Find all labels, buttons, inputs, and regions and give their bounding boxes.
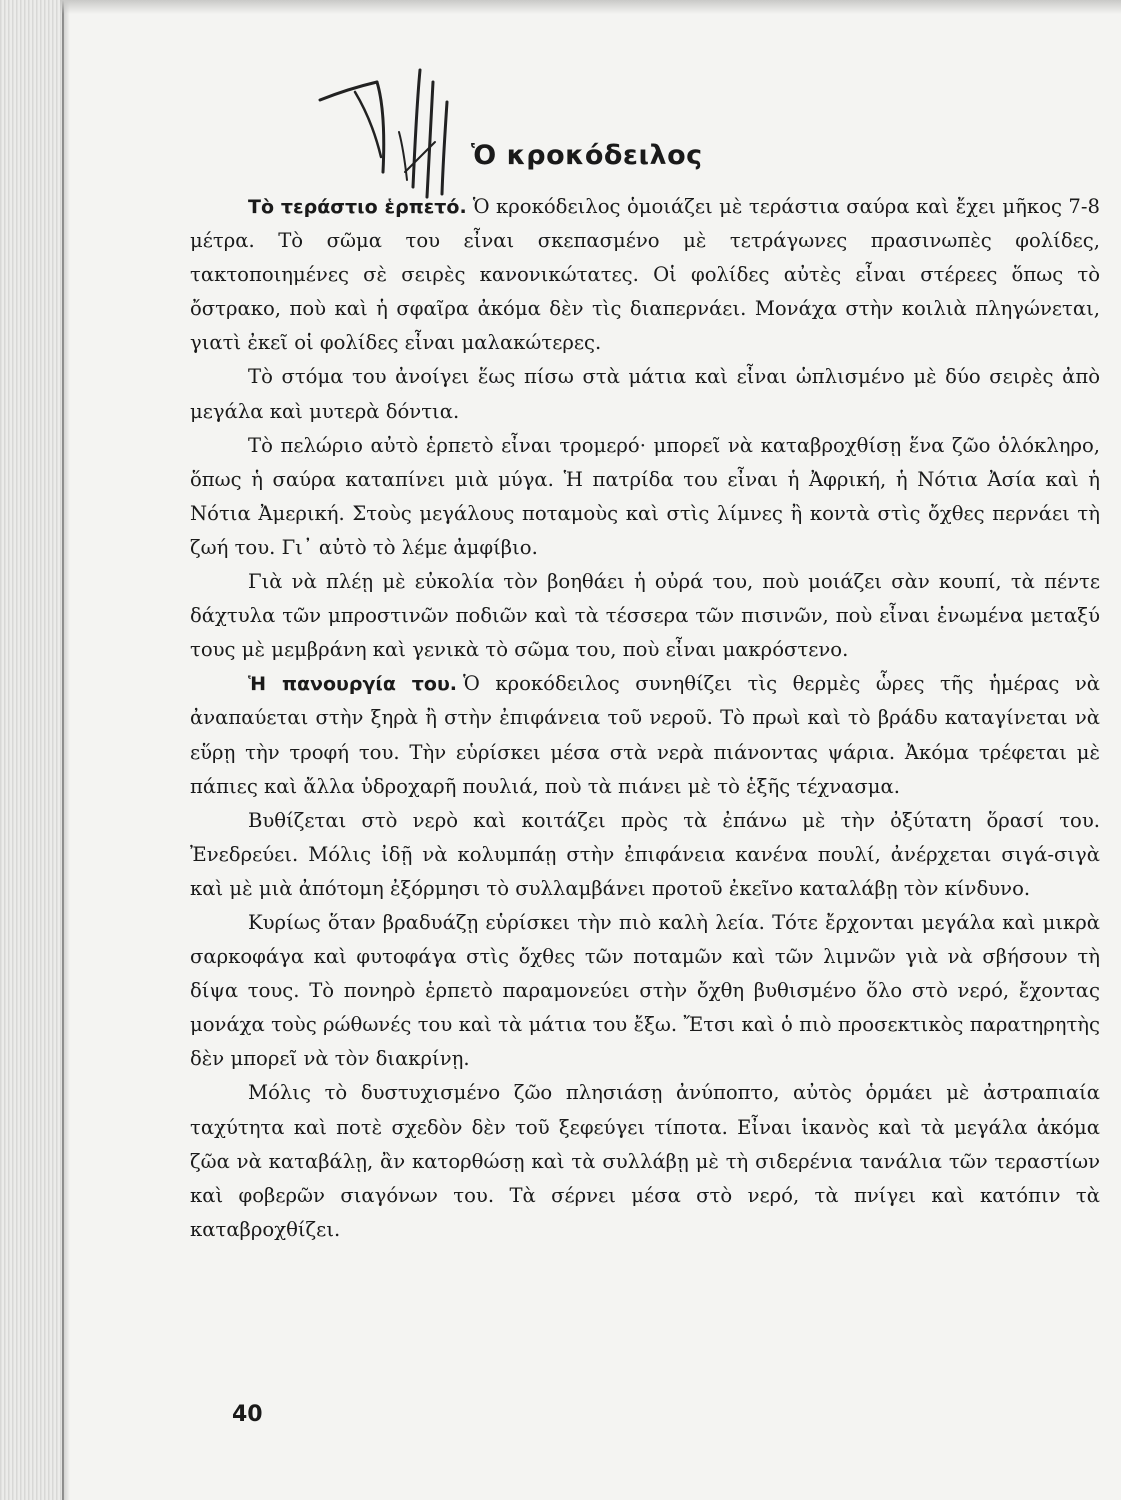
handwritten-mark <box>315 62 465 202</box>
page-number: 40 <box>232 1402 263 1427</box>
chapter-title: Ὁ κροκόδειλος <box>471 140 703 171</box>
paragraph: Ἡ πανουργία του. Ὁ κροκόδειλος συνηθίζει τὶς θερμὲς ὧρες τῆς ἡμέρας νὰ ἀναπαύεται στὴν ξηρὰ ἢ στὴν ἐπιφάνεια τοῦ νεροῦ. Τὸ πρωὶ καὶ τὸ βράδυ καταγίνεται νὰ εὕρῃ τὴν τροφή του. Τὴν εὑρίσκει μέσα στὰ νερὰ πιάνοντας ψάρια. Ἀκόμα τρέφεται μὲ πάπιες καὶ ἄλλα ὑδροχαρῆ πουλιά, ποὺ τὰ πιάνει μὲ τὸ ἑξῆς τέχνασμα. <box>190 672 1101 798</box>
body-text <box>190 190 1100 1247</box>
paragraph: Τὸ στόμα του ἀνοίγει ἕως πίσω στὰ μάτια καὶ εἶναι ὡπλισμένο μὲ δύο σειρὲς ἀπὸ μεγάλα καὶ μυτερὰ δόντια. <box>190 365 1100 423</box>
paragraph: Γιὰ νὰ πλέῃ μὲ εὐκολία τὸν βοηθάει ἡ οὐρά του, ποὺ μοιάζει σὰν κουπί, τὰ πέντε δάχτυλα τῶν μπροστινῶν ποδιῶν καὶ τὰ τέσσερα τῶν πισινῶν, ποὺ εἶναι ἑνωμένα μεταξύ τους μὲ μεμβράνη καὶ γενικὰ τὸ σῶμα του, ποὺ εἶναι μακρόστενο. <box>190 570 1100 662</box>
paragraph: Μόλις τὸ δυστυχισμένο ζῶο πλησιάσῃ ἀνύποπτο, αὐτὸς ὁρμάει μὲ ἀστραπιαία ταχύτητα καὶ ποτὲ σχεδὸν δὲν τοῦ ξεφεύγει τίποτα. Εἶναι ἱκανὸς καὶ τὰ μεγάλα ἀκόμα ζῶα νὰ καταβάλῃ, ἂν κατορθώσῃ καὶ τὰ συλλάβῃ μὲ τὴ σιδερένια τανάλια τῶν τεραστίων καὶ φοβερῶν σιαγόνων του. Τὰ σέρνει μέσα στὸ νερό, τὰ πνίγει καὶ κατόπιν τὰ καταβροχθίζει. <box>190 1081 1100 1241</box>
page-top-shadow <box>60 0 1121 14</box>
section-heading: Ἡ πανουργία του. <box>248 673 457 696</box>
paragraph: Κυρίως ὅταν βραδυάζῃ εὑρίσκει τὴν πιὸ καλὴ λεία. Τότε ἔρχονται μεγάλα καὶ μικρὰ σαρκοφάγα καὶ φυτοφάγα στὶς ὄχθες τῶν ποταμῶν καὶ τῶν λιμνῶν γιὰ νὰ σβήσουν τὴ δίψα τους. Τὸ πονηρὸ ἑρπετὸ παραμονεύει στὴν ὄχθη βυθισμένο ὅλο στὸ νερό, ἔχοντας μονάχα τοὺς ρώθωνές του καὶ τὰ μάτια του ἔξω. Ἔτσι καὶ ὁ πιὸ προσεκτικὸς παρατηρητὴς δὲν μπορεῖ νὰ τὸν διακρίνῃ. <box>190 910 1100 1071</box>
paragraph: Βυθίζεται στὸ νερὸ καὶ κοιτάζει πρὸς τὰ ἐπάνω μὲ τὴν ὀξύτατη ὅρασί του. Ἐνεδρεύει. Μόλις ἰδῇ νὰ κολυμπάῃ στὴν ἐπιφάνεια κανένα πουλί, ἀνέρχεται σιγά-σιγὰ καὶ μὲ μιὰ ἀπότομη ἐξόρμησι τὸ συλλαμβάνει προτοῦ ἐκεῖνο καταλάβῃ τὸν κίνδυνο. <box>190 808 1100 900</box>
paragraph: Τὸ τεράστιο ἑρπετό. Ὁ κροκόδειλος ὁμοιάζει μὲ τεράστια σαύρα καὶ ἔχει μῆκος 7-8 μέτρα. Τὸ σῶμα του εἶναι σκεπασμένο μὲ τετράγωνες πρασινωπὲς φολίδες, τακτοποιημένες σὲ σειρὲς κανονικώτατες. Οἱ φολίδες αὐτὲς εἶναι στέρεες ὅπως τὸ ὄστρακο, ποὺ καὶ ἡ σφαῖρα ἀκόμα δὲν τὶς διαπερνάει. Μονάχα στὴν κοιλιὰ πληγώνεται, γιατὶ ἐκεῖ οἱ φολίδες εἶναι μαλακώτερες. <box>190 195 1100 355</box>
paragraph: Τὸ πελώριο αὐτὸ ἑρπετὸ εἶναι τρομερό· μπορεῖ νὰ καταβροχθίσῃ ἕνα ζῶο ὁλόκληρο, ὅπως ἡ σαύρα καταπίνει μιὰ μύγα. Ἡ πατρίδα του εἶναι ἡ Ἀφρική, ἡ Νότια Ἀσία καὶ ἡ Νότια Ἀμερική. Στοὺς μεγάλους ποταμοὺς καὶ στὶς λίμνες ἢ κοντὰ στὶς ὄχθες περνάει τὴ ζωή του. Γι᾽ αὐτὸ τὸ λέμε ἀμφίβιο. <box>190 433 1100 559</box>
book-page-edges <box>0 0 64 1500</box>
section-heading: Τὸ τεράστιο ἑρπετό. <box>248 196 467 218</box>
